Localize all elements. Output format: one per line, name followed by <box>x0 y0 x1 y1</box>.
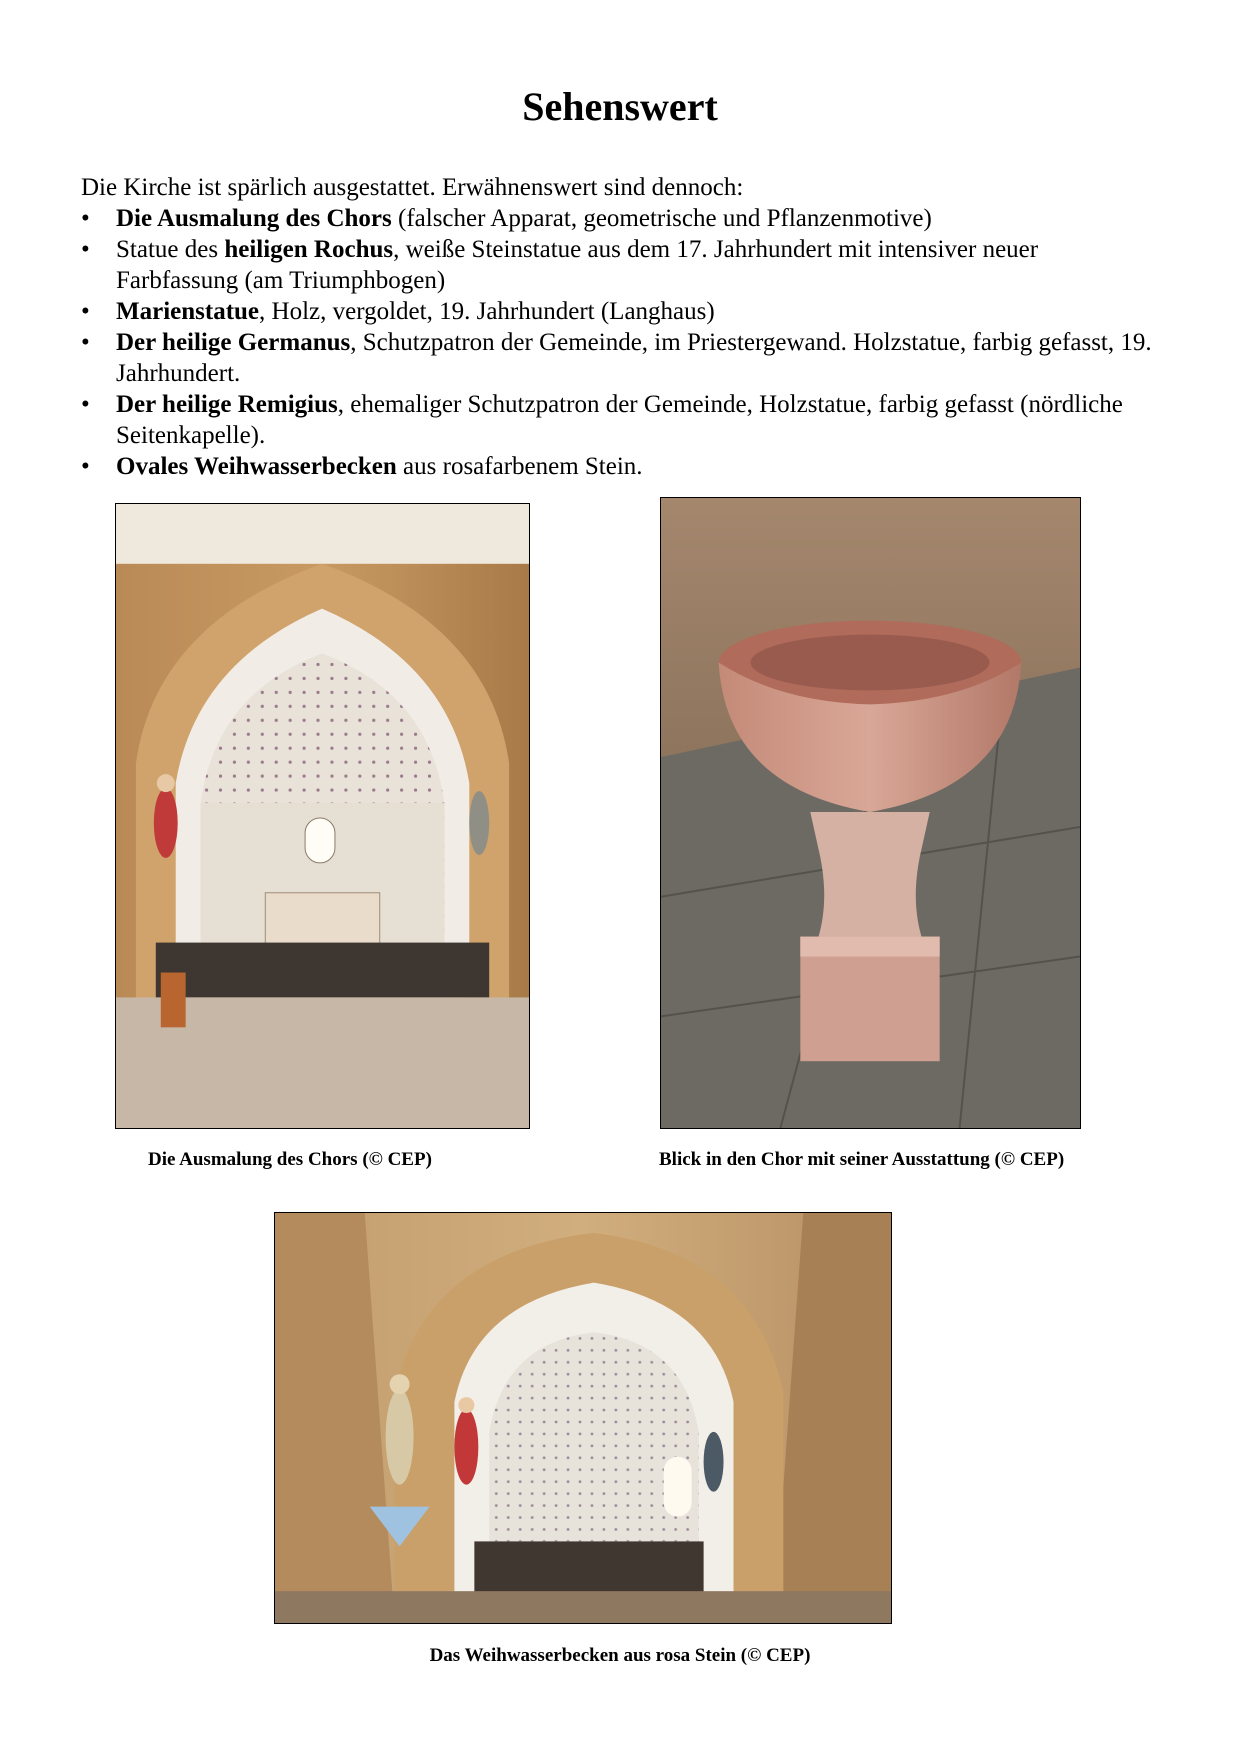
choir-painting-image <box>116 504 529 1128</box>
item-bold: heiligen Rochus <box>224 236 394 263</box>
item-bold: Der heilige Germanus <box>116 329 351 356</box>
bullet-icon: • <box>81 298 90 325</box>
bullet-icon: • <box>81 391 90 418</box>
list-item <box>81 234 1161 296</box>
bullet-icon: • <box>81 453 90 480</box>
item-text: , Schutzpatron der Gemeinde, im Priestergewand. Holzstatue, farbig gefasst, 19. Jahrhundert. <box>116 329 1152 387</box>
list-item <box>81 327 1161 389</box>
photo-font <box>660 497 1081 1129</box>
font-image <box>661 498 1080 1128</box>
photo-choir-painting <box>115 503 530 1129</box>
item-text: (falscher Apparat, geometrische und Pflanzenmotive) <box>391 205 932 232</box>
bullet-icon: • <box>81 329 90 356</box>
caption-photo3: Das Weihwasserbecken aus rosa Stein (© CEP) <box>429 1645 811 1666</box>
list-item <box>81 389 1161 451</box>
item-bold: Marienstatue <box>116 298 260 325</box>
nave-image <box>275 1213 891 1623</box>
item-text: , ehemaliger Schutzpatron der Gemeinde, Holzstatue, farbig gefasst (nördliche Seitenkapelle). <box>116 391 1123 449</box>
item-text: , Holz, vergoldet, 19. Jahrhundert (Langhaus) <box>259 298 715 325</box>
intro-text: Die Kirche ist spärlich ausgestattet. Erwähnenswert sind dennoch: <box>81 174 744 201</box>
list-item <box>81 203 1161 234</box>
item-text-pre: Statue des <box>116 236 225 263</box>
item-bold: Ovales Weihwasserbecken <box>116 453 397 480</box>
caption-photo1: Die Ausmalung des Chors (© CEP) <box>148 1149 432 1170</box>
photo-nave <box>274 1212 892 1624</box>
bullet-icon: • <box>81 236 90 263</box>
item-text: , weiße Steinstatue aus dem 17. Jahrhundert mit intensiver neuer Farbfassung (am Triumphbogen) <box>116 236 1039 294</box>
item-bold: Die Ausmalung des Chors <box>116 205 392 232</box>
item-bold: Der heilige Remigius <box>116 391 338 418</box>
page-title: Sehenswert <box>522 84 718 129</box>
item-text: aus rosafarbenem Stein. <box>396 453 643 480</box>
bullet-icon: • <box>81 205 90 232</box>
list-item <box>81 296 1161 327</box>
caption-photo2: Blick in den Chor mit seiner Ausstattung (© CEP) <box>659 1149 1065 1170</box>
feature-list <box>81 203 1161 482</box>
list-item <box>81 451 1161 482</box>
